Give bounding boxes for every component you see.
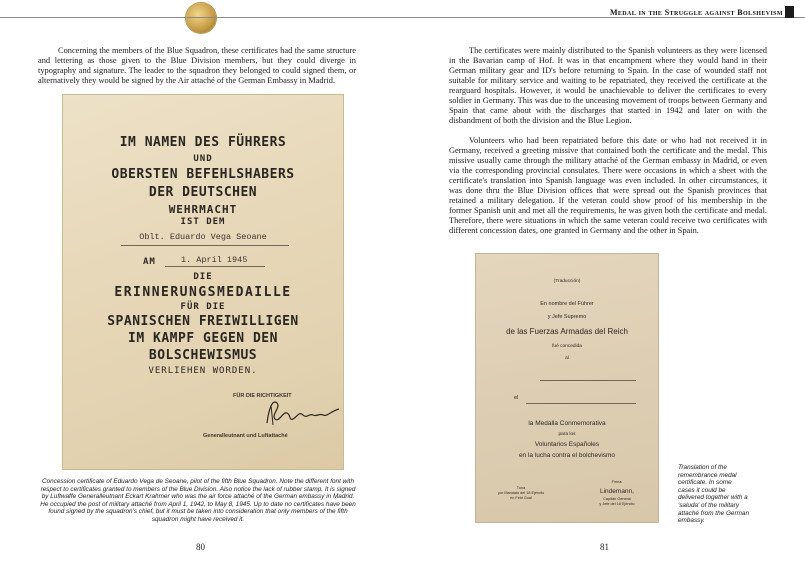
tr-right-sign-sub-2: y Jefe del 18 Ejército [599,502,635,506]
signature-image [263,395,343,429]
header-marker [785,6,794,18]
tr-line-2: y Jefe Supremo [547,314,587,320]
date-underline [165,266,265,267]
cert-line-6: IST DEM [180,217,226,227]
tr-right-sign-small: Firma: [611,480,623,484]
cert-line-2: UND [193,154,213,164]
cert-medal-3: SPANISCHEN FREIWILLIGEN [107,314,299,329]
cert-recipient: Oblt. Eduardo Vega Seoane [139,232,267,242]
cert-line-1: IM NAMEN DES FÜHRERS [119,135,287,150]
tr-traduccion: (Traducción) [553,279,581,284]
tr-left-sign [486,486,556,501]
tr-line-8: Voluntarios Españoles [534,441,600,448]
cert-line-3: OBERSTEN BEFEHLSHABERS [111,167,295,182]
tr-left-sign-3: en Feld Gual [510,496,532,500]
right-caption-text: Translation of the remembrance medal certificate. In some cases it could be delivered together with a 'saluda' of the military attaché from the German embassy. [678,464,750,525]
tr-name-line [540,380,636,381]
left-caption [38,478,358,524]
right-paragraph-2: Volunteers who had been repatriated before this date or who had not received it in Germany, received a greeting missive that contained both the certificate and the medal. This missive usually came through the military attaché of the German embassy in Madrid, or even via the corresponding provincial consulates. There were occasions in which a sheet with the certificate's translation into Spanish language was even included. In other circumstances, it was done thru the Blue Division offices that were spread out the Spanish provinces that retained a military delegation. If the veteran could show proof of his membership in the former Spanish unit and met all the requirements, he was given both the certificate and medal. Therefore, there were situations in which the same veteran could receive two certificates with different concession dates, one granted in Germany and the other in Spain. [449,136,767,235]
tr-line-3: de las Fuerzas Armadas del Reich [506,327,628,336]
header-rule [0,17,805,18]
tr-line-7: para los [558,432,576,437]
cert-medal-1: ERINNERUNGSMEDAILLE [114,285,292,300]
cert-line-4: DER DEUTSCHEN [148,185,258,200]
cert-am-label: AM [143,257,156,267]
tr-right-sign-sub [580,497,654,507]
tr-line-5: al [565,356,569,361]
cert-medal-4: IM KAMPF GEGEN DEN [128,331,278,346]
right-body-text [449,46,767,246]
tr-line-4: fué concedida [552,344,582,349]
page-number-left: 80 [196,542,205,552]
tr-left-sign-2: por Mandato del 18 Ejército [497,491,545,495]
page-number-right: 81 [600,542,609,552]
running-head: Medal in the Struggle against Bolshevism [609,8,783,17]
tr-el: el [514,395,519,401]
tr-right-sign-name: Lindemann, [600,488,634,495]
cert-medal-2: FÜR DIE [180,302,226,312]
right-paragraph-1: The certificates were mainly distributed to the Spanish volunteers as they were licensed in the Bavarian camp of Hof. It was in that encampment where they would hand in their German military gear and ID's before returning to Spain. In the case of wounded staff not suitable for military service and waiting to be repatriated, they received the certificate at the rearguard hospitals. However, it would be unachievable to deliver the certificates to every soldier in Germany. This was due to the unceasing movement of troops between Germany and Spain that came about with the discharges that started in 1942 and later on with the disbandment of both the division and the Blue Legion. [449,46,767,125]
recipient-underline [121,245,289,246]
cert-signer-title: Generalleutnant und Luftattaché [203,433,288,439]
tr-date-line [526,403,636,404]
cert-medal-5: BOLSCHEWISMUS [148,348,258,363]
medal-emblem [186,3,216,33]
tr-line-1: En nombre del Führer [540,301,594,307]
tr-right-sign-sub-1: Capitán General [603,497,631,501]
german-certificate-photo [62,94,344,470]
cert-richtigkeit: FÜR DIE RICHTIGKEIT [233,393,292,399]
left-paragraph: Concerning the members of the Blue Squadron, these certificates had the same structure and lettering as those given to the Blue Division members, but they could diverge in typography and signature. The leader to the squadron they belonged to could signed them, or alternatively they would be signed by the Air attaché of the German Embassy in Madrid. [38,46,356,85]
tr-left-sign-1: Tuna [516,486,526,490]
tr-line-6: la Medalla Conmemorativa [528,420,606,427]
cert-awarded: VERLIEHEN WORDEN. [148,366,258,376]
cert-date: 1. April 1945 [181,255,248,265]
right-caption [678,464,750,525]
tr-line-9: en la lucha contra el bolchevismo [518,452,616,459]
left-caption-text: Concession certificate of Eduardo Vega de Seoane, pilot of the fifth Blue Squadron. Note the different font with respect to certificates granted to members of the Blue Division. Also notice the lack of rubber stamp. It is signed by Luftwaffe Generalleutnant Eckart Krahmer who was the air force attaché of the German embassy in Madrid. He occupied the post of military attaché from April 1, 1942, to May 8, 1945. Up to date no certificates have been found signed by the squadron's chief, but it must be taken into consideration that only members of the fifth squadron might have received it. [40,478,356,523]
cert-die: DIE [193,272,213,282]
spanish-translation-photo [475,253,659,523]
cert-line-5: WEHRMACHT [168,203,238,216]
left-body-text [38,46,356,96]
